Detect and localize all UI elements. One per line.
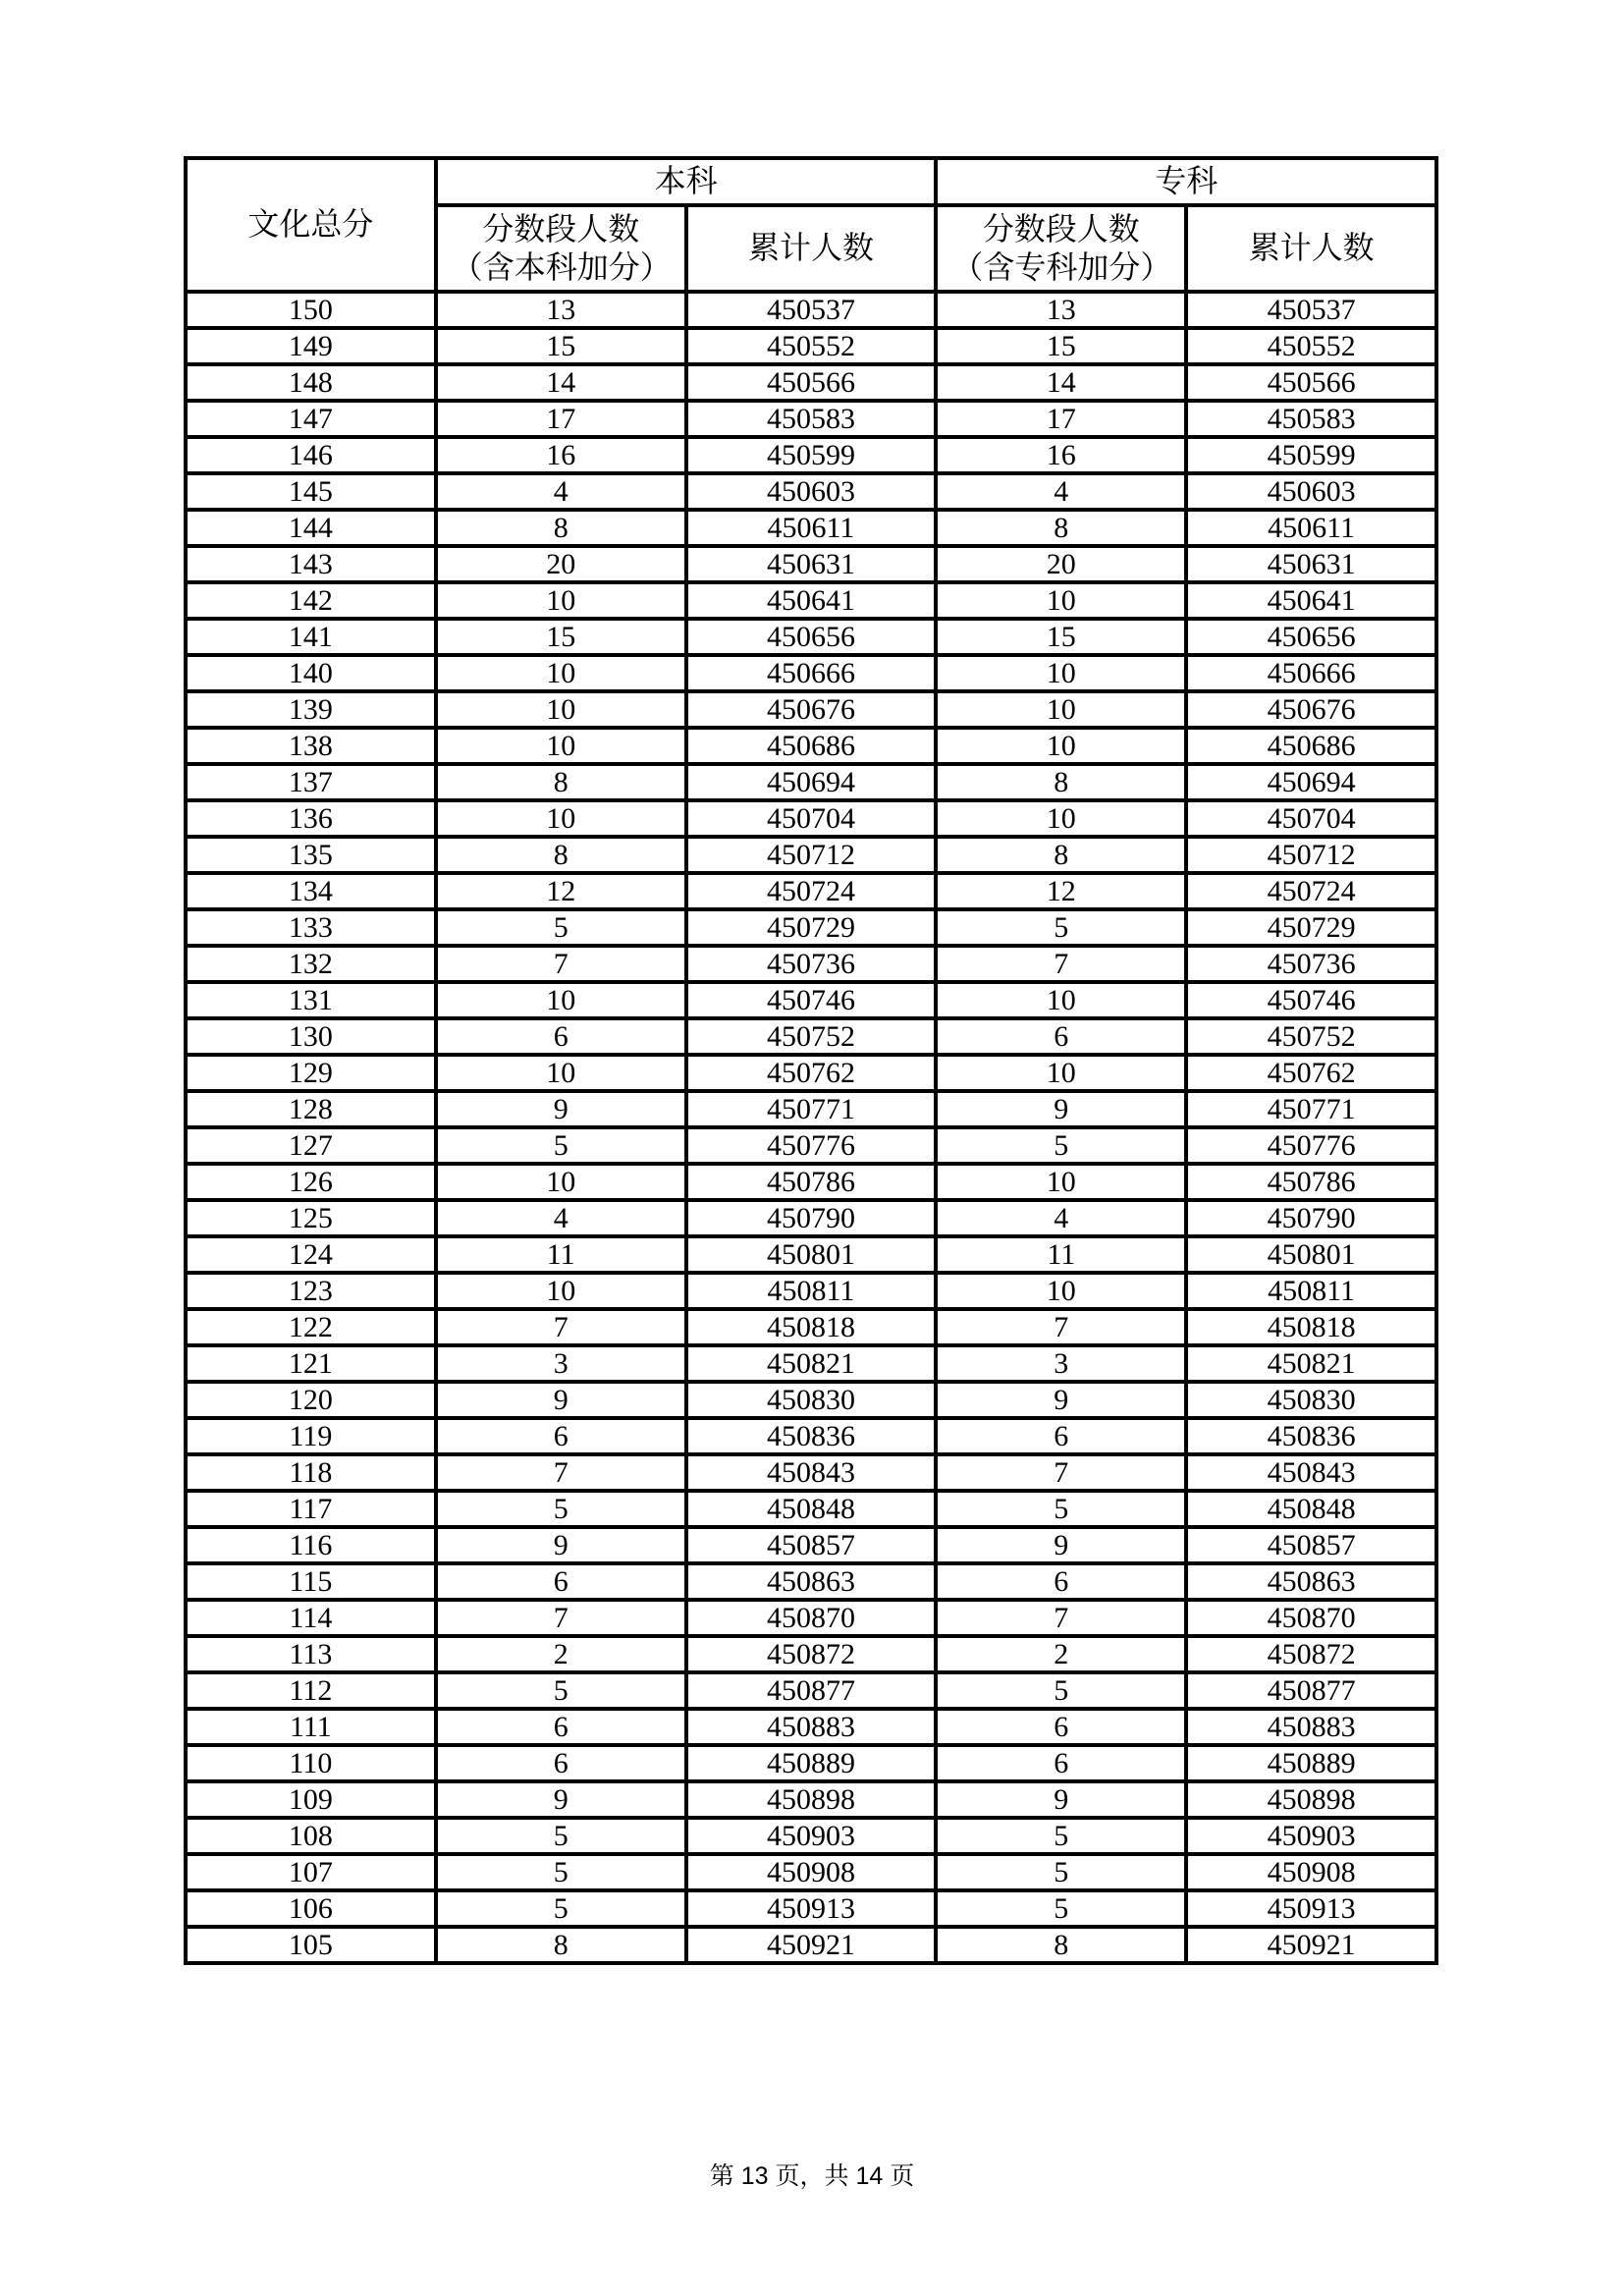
zhuanke-segment-cell: 5: [936, 1890, 1186, 1927]
zhuanke-cumulative-cell: 450843: [1186, 1454, 1436, 1491]
benke-segment-cell: 6: [436, 1018, 686, 1055]
benke-segment-cell: 7: [436, 1600, 686, 1636]
score-cell: 147: [186, 401, 436, 437]
zhuanke-cumulative-cell: 450631: [1186, 546, 1436, 582]
score-cell: 113: [186, 1636, 436, 1672]
benke-segment-cell: 9: [436, 1781, 686, 1818]
zhuanke-segment-cell: 10: [936, 982, 1186, 1018]
zhuanke-segment-cell: 10: [936, 800, 1186, 837]
zhuanke-segment-cell: 6: [936, 1709, 1186, 1745]
table-row: [186, 582, 1436, 619]
benke-cumulative-cell: 450908: [686, 1854, 937, 1890]
table-row: [186, 691, 1436, 728]
benke-cumulative-cell: 450566: [686, 364, 937, 401]
benke-cumulative-cell: 450771: [686, 1091, 937, 1127]
table-row: [186, 728, 1436, 764]
benke-segment-cell: 15: [436, 619, 686, 655]
benke-cumulative-cell: 450666: [686, 655, 937, 691]
benke-segment-cell: 8: [436, 510, 686, 546]
zhuanke-cumulative-cell: 450811: [1186, 1273, 1436, 1309]
benke-segment-cell: 5: [436, 1672, 686, 1709]
benke-segment-cell: 12: [436, 873, 686, 909]
benke-segment-cell: 7: [436, 1454, 686, 1491]
zhuanke-cumulative-cell: 450921: [1186, 1927, 1436, 1963]
table-row: [186, 401, 1436, 437]
benke-cumulative-cell: 450836: [686, 1418, 937, 1454]
header-total-score: 文化总分: [186, 158, 436, 292]
benke-segment-cell: 10: [436, 800, 686, 837]
benke-segment-cell: 20: [436, 546, 686, 582]
benke-cumulative-cell: 450872: [686, 1636, 937, 1672]
benke-cumulative-cell: 450857: [686, 1527, 937, 1563]
table-row: [186, 437, 1436, 473]
benke-segment-cell: 6: [436, 1418, 686, 1454]
table-row: [186, 1672, 1436, 1709]
benke-cumulative-cell: 450583: [686, 401, 937, 437]
zhuanke-segment-cell: 5: [936, 909, 1186, 946]
zhuanke-segment-cell: 5: [936, 1127, 1186, 1164]
benke-cumulative-cell: 450729: [686, 909, 937, 946]
benke-cumulative-cell: 450762: [686, 1055, 937, 1091]
score-cell: 128: [186, 1091, 436, 1127]
zhuanke-segment-cell: 13: [936, 292, 1186, 328]
table-row: [186, 1781, 1436, 1818]
score-cell: 114: [186, 1600, 436, 1636]
zhuanke-segment-cell: 14: [936, 364, 1186, 401]
page-footer: [0, 2157, 1624, 2192]
benke-cumulative-cell: 450843: [686, 1454, 937, 1491]
table-row: [186, 1600, 1436, 1636]
benke-cumulative-cell: 450786: [686, 1164, 937, 1200]
table-row: [186, 800, 1436, 837]
benke-cumulative-cell: 450686: [686, 728, 937, 764]
table-row: [186, 1382, 1436, 1418]
score-cell: 149: [186, 328, 436, 364]
benke-segment-cell: 8: [436, 1927, 686, 1963]
table-body: [186, 292, 1436, 1963]
table-row: [186, 1527, 1436, 1563]
zhuanke-cumulative-cell: 450676: [1186, 691, 1436, 728]
zhuanke-cumulative-cell: 450913: [1186, 1890, 1436, 1927]
zhuanke-cumulative-cell: 450641: [1186, 582, 1436, 619]
zhuanke-cumulative-cell: 450870: [1186, 1600, 1436, 1636]
zhuanke-cumulative-cell: 450666: [1186, 655, 1436, 691]
benke-segment-cell: 7: [436, 946, 686, 982]
score-cell: 145: [186, 473, 436, 510]
benke-segment-cell: 8: [436, 764, 686, 800]
zhuanke-cumulative-cell: 450552: [1186, 328, 1436, 364]
benke-cumulative-cell: 450724: [686, 873, 937, 909]
benke-segment-cell: 10: [436, 691, 686, 728]
table-row: [186, 1345, 1436, 1382]
header-benke-cumulative: 累计人数: [686, 205, 937, 292]
table-row: [186, 1091, 1436, 1127]
table-row: [186, 1636, 1436, 1672]
table-row: [186, 619, 1436, 655]
zhuanke-segment-cell: 10: [936, 655, 1186, 691]
zhuanke-cumulative-cell: 450821: [1186, 1345, 1436, 1382]
table-row: [186, 1818, 1436, 1854]
zhuanke-segment-cell: 5: [936, 1854, 1186, 1890]
zhuanke-cumulative-cell: 450736: [1186, 946, 1436, 982]
zhuanke-cumulative-cell: 450818: [1186, 1309, 1436, 1345]
zhuanke-cumulative-cell: 450898: [1186, 1781, 1436, 1818]
benke-cumulative-cell: 450898: [686, 1781, 937, 1818]
score-cell: 150: [186, 292, 436, 328]
benke-cumulative-cell: 450736: [686, 946, 937, 982]
benke-cumulative-cell: 450631: [686, 546, 937, 582]
benke-segment-cell: 9: [436, 1091, 686, 1127]
score-cell: 107: [186, 1854, 436, 1890]
score-cell: 129: [186, 1055, 436, 1091]
benke-cumulative-cell: 450656: [686, 619, 937, 655]
zhuanke-cumulative-cell: 450790: [1186, 1200, 1436, 1236]
score-cell: 110: [186, 1745, 436, 1781]
score-cell: 144: [186, 510, 436, 546]
benke-segment-cell: 16: [436, 437, 686, 473]
zhuanke-cumulative-cell: 450752: [1186, 1018, 1436, 1055]
zhuanke-segment-cell: 4: [936, 473, 1186, 510]
table-row: [186, 1236, 1436, 1273]
benke-segment-cell: 5: [436, 1491, 686, 1527]
table-row: [186, 1418, 1436, 1454]
benke-segment-cell: 9: [436, 1382, 686, 1418]
zhuanke-cumulative-cell: 450776: [1186, 1127, 1436, 1164]
benke-cumulative-cell: 450537: [686, 292, 937, 328]
zhuanke-cumulative-cell: 450694: [1186, 764, 1436, 800]
benke-cumulative-cell: 450676: [686, 691, 937, 728]
benke-cumulative-cell: 450821: [686, 1345, 937, 1382]
zhuanke-cumulative-cell: 450872: [1186, 1636, 1436, 1672]
score-cell: 106: [186, 1890, 436, 1927]
zhuanke-segment-cell: 10: [936, 1055, 1186, 1091]
table-row: [186, 546, 1436, 582]
table-row: [186, 873, 1436, 909]
benke-segment-cell: 14: [436, 364, 686, 401]
header-zhuanke-segment: 分数段人数（含专科加分）: [936, 205, 1186, 292]
benke-segment-cell: 5: [436, 1818, 686, 1854]
zhuanke-segment-cell: 5: [936, 1818, 1186, 1854]
score-cell: 138: [186, 728, 436, 764]
score-cell: 112: [186, 1672, 436, 1709]
zhuanke-segment-cell: 6: [936, 1563, 1186, 1600]
table-row: [186, 1309, 1436, 1345]
zhuanke-cumulative-cell: 450908: [1186, 1854, 1436, 1890]
zhuanke-cumulative-cell: 450830: [1186, 1382, 1436, 1418]
zhuanke-cumulative-cell: 450801: [1186, 1236, 1436, 1273]
zhuanke-segment-cell: 20: [936, 546, 1186, 582]
benke-cumulative-cell: 450811: [686, 1273, 937, 1309]
score-cell: 121: [186, 1345, 436, 1382]
zhuanke-cumulative-cell: 450877: [1186, 1672, 1436, 1709]
table-row: [186, 946, 1436, 982]
benke-segment-cell: 2: [436, 1636, 686, 1672]
table-row: [186, 764, 1436, 800]
benke-cumulative-cell: 450552: [686, 328, 937, 364]
zhuanke-cumulative-cell: 450786: [1186, 1164, 1436, 1200]
table-row: [186, 364, 1436, 401]
score-cell: 143: [186, 546, 436, 582]
benke-segment-cell: 10: [436, 655, 686, 691]
score-cell: 120: [186, 1382, 436, 1418]
zhuanke-segment-cell: 17: [936, 401, 1186, 437]
benke-segment-cell: 5: [436, 1854, 686, 1890]
benke-segment-cell: 10: [436, 1273, 686, 1309]
zhuanke-cumulative-cell: 450889: [1186, 1745, 1436, 1781]
benke-cumulative-cell: 450790: [686, 1200, 937, 1236]
table-row: [186, 1927, 1436, 1963]
zhuanke-segment-cell: 6: [936, 1745, 1186, 1781]
benke-cumulative-cell: 450752: [686, 1018, 937, 1055]
zhuanke-cumulative-cell: 450746: [1186, 982, 1436, 1018]
score-cell: 137: [186, 764, 436, 800]
score-cell: 108: [186, 1818, 436, 1854]
zhuanke-cumulative-cell: 450771: [1186, 1091, 1436, 1127]
table-row: [186, 1491, 1436, 1527]
benke-segment-cell: 8: [436, 837, 686, 873]
score-cell: 146: [186, 437, 436, 473]
score-cell: 141: [186, 619, 436, 655]
group-header-row: [186, 158, 1436, 205]
score-cell: 122: [186, 1309, 436, 1345]
score-cell: 130: [186, 1018, 436, 1055]
benke-cumulative-cell: 450921: [686, 1927, 937, 1963]
benke-segment-cell: 5: [436, 1127, 686, 1164]
zhuanke-segment-cell: 6: [936, 1418, 1186, 1454]
benke-cumulative-cell: 450746: [686, 982, 937, 1018]
zhuanke-segment-cell: 15: [936, 328, 1186, 364]
zhuanke-segment-cell: 7: [936, 1309, 1186, 1345]
zhuanke-segment-cell: 8: [936, 764, 1186, 800]
table-row: [186, 1127, 1436, 1164]
benke-segment-cell: 3: [436, 1345, 686, 1382]
score-cell: 116: [186, 1527, 436, 1563]
benke-cumulative-cell: 450776: [686, 1127, 937, 1164]
score-cell: 127: [186, 1127, 436, 1164]
benke-segment-cell: 6: [436, 1745, 686, 1781]
zhuanke-segment-cell: 12: [936, 873, 1186, 909]
zhuanke-segment-cell: 10: [936, 1273, 1186, 1309]
header-zhuanke-cumulative: 累计人数: [1186, 205, 1436, 292]
score-cell: 133: [186, 909, 436, 946]
score-cell: 118: [186, 1454, 436, 1491]
benke-cumulative-cell: 450830: [686, 1382, 937, 1418]
table-row: [186, 292, 1436, 328]
table-row: [186, 1018, 1436, 1055]
zhuanke-cumulative-cell: 450599: [1186, 437, 1436, 473]
header-group-benke: 本科: [436, 158, 937, 205]
zhuanke-segment-cell: 9: [936, 1781, 1186, 1818]
zhuanke-cumulative-cell: 450704: [1186, 800, 1436, 837]
score-distribution-table: [184, 156, 1438, 1965]
table-row: [186, 1709, 1436, 1745]
score-cell: 125: [186, 1200, 436, 1236]
score-cell: 132: [186, 946, 436, 982]
zhuanke-segment-cell: 15: [936, 619, 1186, 655]
table-row: [186, 1745, 1436, 1781]
benke-cumulative-cell: 450863: [686, 1563, 937, 1600]
zhuanke-segment-cell: 7: [936, 1600, 1186, 1636]
zhuanke-cumulative-cell: 450611: [1186, 510, 1436, 546]
zhuanke-cumulative-cell: 450537: [1186, 292, 1436, 328]
table-row: [186, 909, 1436, 946]
table-row: [186, 1854, 1436, 1890]
zhuanke-segment-cell: 10: [936, 582, 1186, 619]
score-cell: 139: [186, 691, 436, 728]
benke-segment-cell: 7: [436, 1309, 686, 1345]
score-cell: 136: [186, 800, 436, 837]
benke-cumulative-cell: 450611: [686, 510, 937, 546]
score-cell: 135: [186, 837, 436, 873]
table-row: [186, 1890, 1436, 1927]
header-group-zhuanke: 专科: [936, 158, 1436, 205]
table-row: [186, 328, 1436, 364]
score-cell: 124: [186, 1236, 436, 1273]
benke-cumulative-cell: 450913: [686, 1890, 937, 1927]
benke-cumulative-cell: 450889: [686, 1745, 937, 1781]
zhuanke-segment-cell: 5: [936, 1672, 1186, 1709]
benke-cumulative-cell: 450641: [686, 582, 937, 619]
table-row: [186, 1200, 1436, 1236]
benke-segment-cell: 10: [436, 1164, 686, 1200]
table-row: [186, 510, 1436, 546]
page-number-text: 第 13 页，共 14 页: [709, 2162, 915, 2190]
zhuanke-cumulative-cell: 450583: [1186, 401, 1436, 437]
benke-cumulative-cell: 450883: [686, 1709, 937, 1745]
zhuanke-cumulative-cell: 450848: [1186, 1491, 1436, 1527]
zhuanke-segment-cell: 10: [936, 1164, 1186, 1200]
zhuanke-segment-cell: 7: [936, 1454, 1186, 1491]
zhuanke-segment-cell: 2: [936, 1636, 1186, 1672]
table-row: [186, 1454, 1436, 1491]
score-cell: 117: [186, 1491, 436, 1527]
zhuanke-segment-cell: 8: [936, 1927, 1186, 1963]
benke-segment-cell: 4: [436, 1200, 686, 1236]
table-row: [186, 1164, 1436, 1200]
zhuanke-segment-cell: 8: [936, 510, 1186, 546]
zhuanke-cumulative-cell: 450836: [1186, 1418, 1436, 1454]
benke-cumulative-cell: 450712: [686, 837, 937, 873]
table-row: [186, 655, 1436, 691]
benke-cumulative-cell: 450694: [686, 764, 937, 800]
zhuanke-cumulative-cell: 450863: [1186, 1563, 1436, 1600]
zhuanke-cumulative-cell: 450656: [1186, 619, 1436, 655]
table-row: [186, 1055, 1436, 1091]
benke-segment-cell: 15: [436, 328, 686, 364]
score-cell: 134: [186, 873, 436, 909]
benke-segment-cell: 17: [436, 401, 686, 437]
score-cell: 109: [186, 1781, 436, 1818]
header-benke-segment: 分数段人数（含本科加分）: [436, 205, 686, 292]
benke-segment-cell: 13: [436, 292, 686, 328]
zhuanke-cumulative-cell: 450603: [1186, 473, 1436, 510]
table-row: [186, 837, 1436, 873]
zhuanke-cumulative-cell: 450712: [1186, 837, 1436, 873]
zhuanke-segment-cell: 11: [936, 1236, 1186, 1273]
score-cell: 115: [186, 1563, 436, 1600]
zhuanke-segment-cell: 7: [936, 946, 1186, 982]
benke-cumulative-cell: 450877: [686, 1672, 937, 1709]
score-cell: 148: [186, 364, 436, 401]
benke-cumulative-cell: 450818: [686, 1309, 937, 1345]
zhuanke-cumulative-cell: 450903: [1186, 1818, 1436, 1854]
score-cell: 123: [186, 1273, 436, 1309]
zhuanke-segment-cell: 4: [936, 1200, 1186, 1236]
benke-cumulative-cell: 450801: [686, 1236, 937, 1273]
zhuanke-cumulative-cell: 450883: [1186, 1709, 1436, 1745]
benke-segment-cell: 10: [436, 982, 686, 1018]
table-row: [186, 473, 1436, 510]
benke-cumulative-cell: 450870: [686, 1600, 937, 1636]
score-cell: 142: [186, 582, 436, 619]
score-cell: 131: [186, 982, 436, 1018]
benke-segment-cell: 10: [436, 1055, 686, 1091]
zhuanke-segment-cell: 10: [936, 691, 1186, 728]
zhuanke-segment-cell: 10: [936, 728, 1186, 764]
score-cell: 111: [186, 1709, 436, 1745]
zhuanke-cumulative-cell: 450724: [1186, 873, 1436, 909]
zhuanke-segment-cell: 16: [936, 437, 1186, 473]
benke-segment-cell: 9: [436, 1527, 686, 1563]
zhuanke-segment-cell: 3: [936, 1345, 1186, 1382]
benke-segment-cell: 10: [436, 582, 686, 619]
table-header: [186, 158, 1436, 292]
zhuanke-cumulative-cell: 450729: [1186, 909, 1436, 946]
benke-cumulative-cell: 450704: [686, 800, 937, 837]
score-cell: 126: [186, 1164, 436, 1200]
zhuanke-segment-cell: 6: [936, 1018, 1186, 1055]
zhuanke-segment-cell: 9: [936, 1382, 1186, 1418]
score-cell: 119: [186, 1418, 436, 1454]
table-row: [186, 982, 1436, 1018]
zhuanke-cumulative-cell: 450566: [1186, 364, 1436, 401]
benke-segment-cell: 6: [436, 1563, 686, 1600]
score-cell: 105: [186, 1927, 436, 1963]
benke-cumulative-cell: 450603: [686, 473, 937, 510]
zhuanke-segment-cell: 5: [936, 1491, 1186, 1527]
table-row: [186, 1273, 1436, 1309]
benke-segment-cell: 6: [436, 1709, 686, 1745]
benke-segment-cell: 11: [436, 1236, 686, 1273]
benke-cumulative-cell: 450599: [686, 437, 937, 473]
zhuanke-cumulative-cell: 450762: [1186, 1055, 1436, 1091]
table-row: [186, 1563, 1436, 1600]
zhuanke-cumulative-cell: 450686: [1186, 728, 1436, 764]
zhuanke-cumulative-cell: 450857: [1186, 1527, 1436, 1563]
benke-segment-cell: 4: [436, 473, 686, 510]
zhuanke-segment-cell: 8: [936, 837, 1186, 873]
benke-segment-cell: 5: [436, 909, 686, 946]
benke-cumulative-cell: 450848: [686, 1491, 937, 1527]
score-cell: 140: [186, 655, 436, 691]
benke-segment-cell: 5: [436, 1890, 686, 1927]
zhuanke-segment-cell: 9: [936, 1091, 1186, 1127]
benke-cumulative-cell: 450903: [686, 1818, 937, 1854]
zhuanke-segment-cell: 9: [936, 1527, 1186, 1563]
benke-segment-cell: 10: [436, 728, 686, 764]
